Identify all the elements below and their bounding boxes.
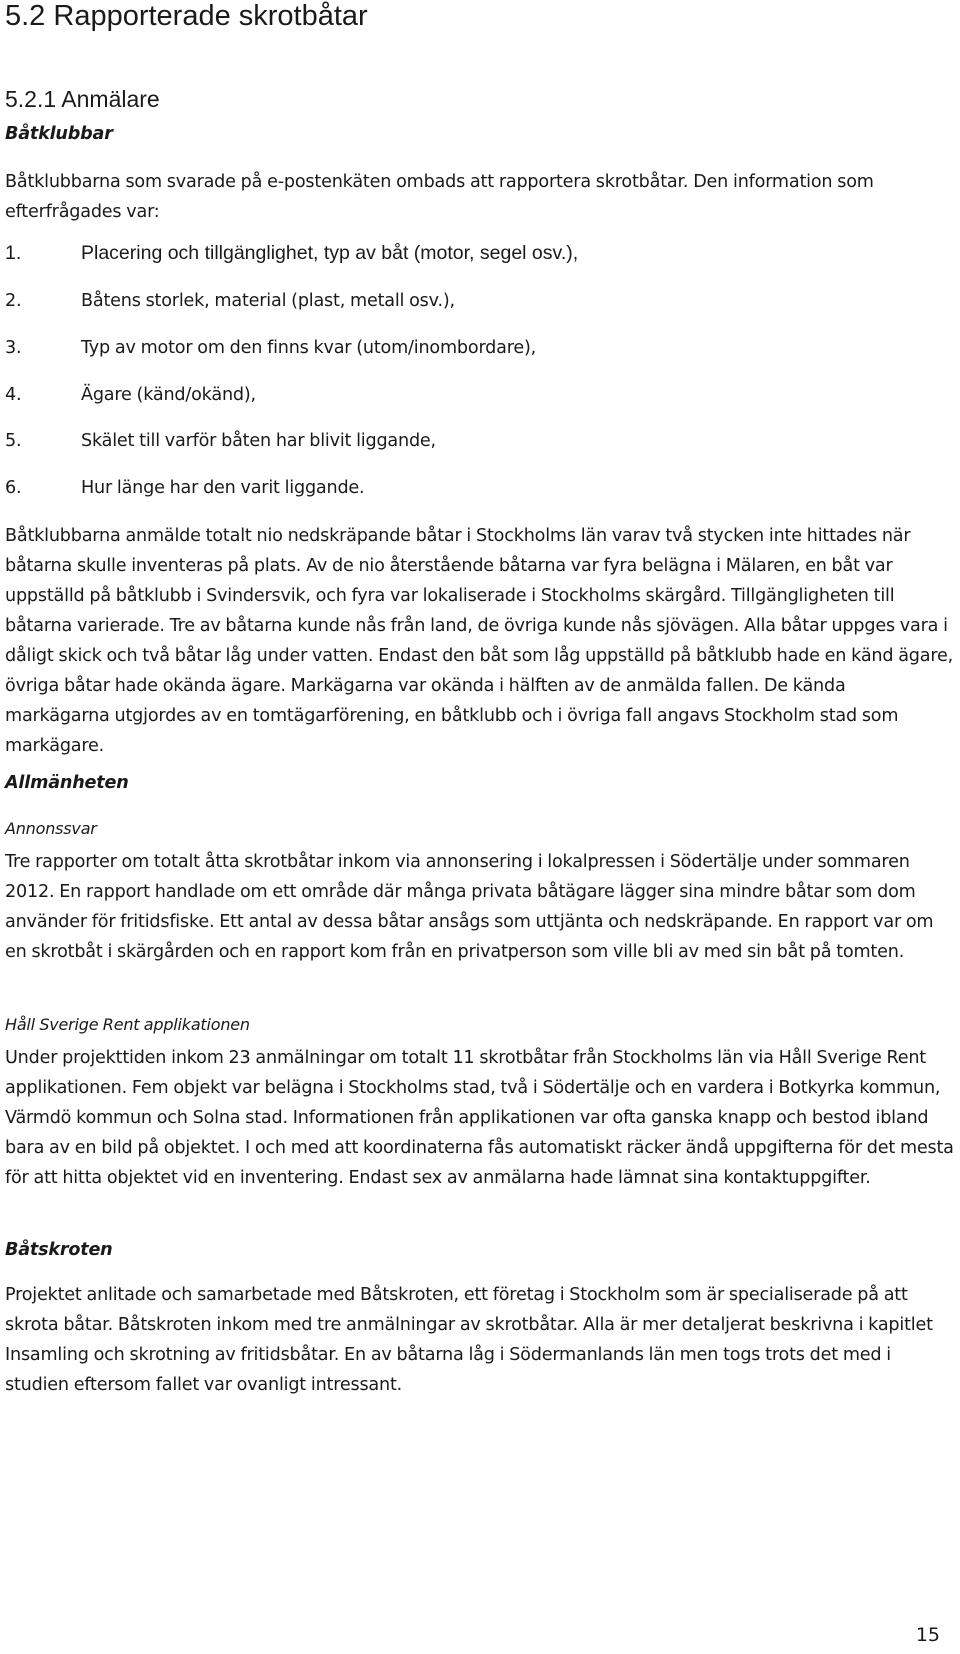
batklubbar-paragraph: Båtklubbarna anmälde totalt nio nedskräpande båtar i Stockholms län varav två stycken inte hittades när båtarna skulle inventeras på plats. Av de nio återstående båtarna var fyra belägna i Mälaren, en båt var uppställd på båtklubb i Svindersvik, och fyra var lokaliserade i Stockholms skärgård. Tillgängligheten till båtarna varierade. Tre av båtarna kunde nås från land, de övriga kunde nås sjövägen. Alla båtar uppges vara i dåligt skick och två båtar låg under vatten. Endast den båt som låg uppställd på båtklubb hade en känd ägare, övriga båtar hade okända ägare. Markägarna var okända i hälften av de anmälda fallen. De kända markägarna utgjordes av en tomtägarförening, en båtklubb och i övriga fall angavs Stockholm stad som markägare. <box>5 526 954 756</box>
list-item: 1. Placering och tillgänglighet, typ av båt (motor, segel osv.), <box>5 242 579 264</box>
batskroten-paragraph: Projektet anlitade och samarbetade med Båtskroten, ett företag i Stockholm som är specialiserade på att skrota båtar. Båtskroten inkom med tre anmälningar av skrotbåtar. Alla är mer detaljerat beskrivna i kapitlet Insamling och skrotning av fritidsbåtar. En av båtarna låg i Södermanlands län men togs trots det med i studien eftersom fallet var ovanligt intressant. <box>5 1285 933 1395</box>
batklubbar-title: Båtklubbar <box>5 124 113 144</box>
annonssvar-title: Annonssvar <box>5 819 97 838</box>
list-item: 6. Hur länge har den varit liggande. <box>5 478 365 498</box>
page-number: 15 <box>915 1624 940 1646</box>
list-item: 3. Typ av motor om den finns kvar (utom/inombordare), <box>5 338 537 358</box>
allmanheten-title: Allmänheten <box>5 773 129 793</box>
app-paragraph: Under projekttiden inkom 23 anmälningar om totalt 11 skrotbåtar från Stockholms län via Håll Sverige Rent applikationen. Fem objekt var belägna i Stockholms stad, två i Södertälje och en vardera i Botkyrka kommun, Värmdö kommun och Solna stad. Informationen från applikationen var ofta ganska knapp och bestod ibland bara av en bild på objektet. I och med att koordinaterna fås automatiskt räcker ändå uppgifterna för det mesta för att hitta objektet vid en inventering. Endast sex av anmälarna hade lämnat sina kontaktuppgifter. <box>5 1048 954 1188</box>
subsection-heading: 5.2.1 Anmälare <box>5 86 160 112</box>
list-item: 2. Båtens storlek, material (plast, metall osv.), <box>5 291 455 311</box>
section-heading: 5.2 Rapporterade skrotbåtar <box>5 0 368 32</box>
list-item: 4. Ägare (känd/okänd), <box>5 385 256 405</box>
annonssvar-paragraph: Tre rapporter om totalt åtta skrotbåtar inkom via annonsering i lokalpressen i Södertälje under sommaren 2012. En rapport handlade om ett område där många privata båtägare lägger sina mindre båtar som dom använder för fritidsfiske. Ett antal av dessa båtar ansågs som uttjänta och nedskräpande. En rapport var om en skrotbåt i skärgården och en rapport kom från en privatperson som ville bli av med sin båt på tomten. <box>5 852 934 962</box>
app-title: Håll Sverige Rent applikationen <box>5 1015 250 1034</box>
batklubbar-intro: Båtklubbarna som svarade på e-postenkäten ombads att rapportera skrotbåtar. Den information som efterfrågades var: <box>5 172 874 222</box>
batskroten-title: Båtskroten <box>5 1240 113 1260</box>
list-item: 5. Skälet till varför båten har blivit liggande, <box>5 431 436 451</box>
